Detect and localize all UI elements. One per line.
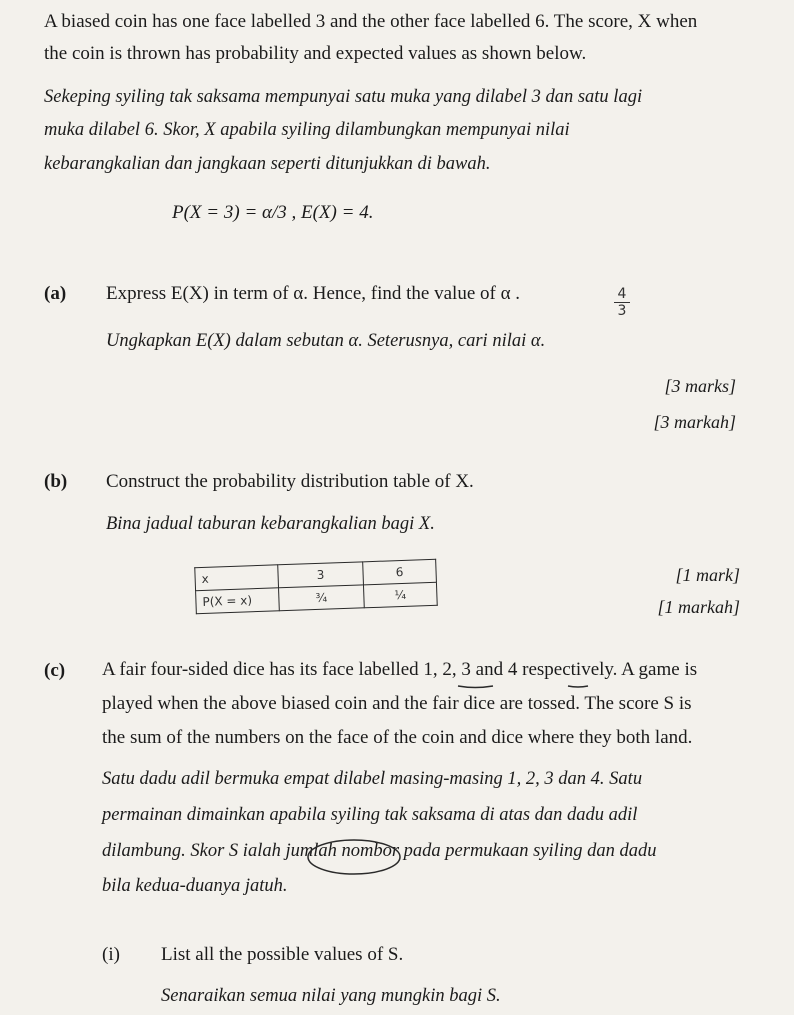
- part-a-question-en: Express E(X) in term of α. Hence, find the value of α .: [106, 283, 521, 304]
- table-cell: ¾: [279, 585, 365, 611]
- table-cell: 6: [363, 559, 437, 585]
- part-b-label: (b): [44, 471, 68, 492]
- part-a-marks-en: [3 marks]: [664, 376, 736, 396]
- part-b-marks-ms: [1 markah]: [657, 597, 740, 617]
- part-c-ms-line-4: bila kedua-duanya jatuh.: [102, 876, 288, 896]
- intro-ms-line-1: Sekeping syiling tak saksama mempunyai satu muka yang dilabel 3 dan satu lagi: [44, 87, 643, 107]
- pen-underline: [568, 686, 588, 687]
- part-a-marks-ms: [3 markah]: [653, 412, 736, 432]
- table-cell: ¼: [363, 582, 437, 608]
- part-a-label: (a): [44, 283, 67, 304]
- intro-en-line-1: A biased coin has one face labelled 3 and the other face labelled 6. The score, X when: [44, 11, 698, 32]
- part-b-marks-en: [1 mark]: [675, 565, 740, 585]
- given-equation: P(X = 3) = α/3 , E(X) = 4.: [172, 202, 374, 223]
- table-cell: P(X = x): [196, 588, 280, 614]
- handwritten-denominator: 3: [617, 303, 627, 319]
- part-a-question-ms: Ungkapkan E(X) dalam sebutan α. Seterusnya, cari nilai α.: [106, 331, 546, 351]
- part-c-ms-line-3: dilambung. Skor S ialah jumlah nombor pada permukaan syiling dan dadu: [102, 841, 657, 861]
- table-cell: 3: [278, 562, 364, 588]
- pen-circle: [308, 840, 400, 874]
- part-c-i-question-en: List all the possible values of S.: [161, 944, 404, 965]
- intro-ms-line-3: kebarangkalian dan jangkaan seperti ditunjukkan di bawah.: [44, 154, 491, 174]
- part-c-ms-line-1: Satu dadu adil bermuka empat dilabel masing-masing 1, 2, 3 dan 4. Satu: [102, 769, 643, 789]
- part-c-i-question-ms: Senaraikan semua nilai yang mungkin bagi S.: [161, 986, 501, 1006]
- intro-ms-line-2: muka dilabel 6. Skor, X apabila syiling dilambungkan mempunyai nilai: [44, 120, 570, 140]
- part-c-en-line-2: played when the above biased coin and the fair dice are tossed. The score S is: [102, 693, 692, 714]
- pen-underline: [458, 686, 493, 688]
- part-b-question-en: Construct the probability distribution table of X.: [106, 471, 474, 492]
- part-c-ms-line-2: permainan dimainkan apabila syiling tak saksama di atas dan dadu adil: [102, 805, 638, 825]
- part-c-label: (c): [44, 660, 66, 681]
- part-c-en-line-1: A fair four-sided dice has its face labelled 1, 2, 3 and 4 respectively. A game is: [102, 659, 698, 680]
- part-b-question-ms: Bina jadual taburan kebarangkalian bagi X.: [106, 514, 435, 534]
- handwritten-numerator: 4: [617, 286, 627, 302]
- table-cell: x: [195, 565, 279, 591]
- intro-en-line-2: the coin is thrown has probability and expected values as shown below.: [44, 43, 587, 64]
- part-c-i-label: (i): [102, 944, 120, 965]
- part-c-en-line-3: the sum of the numbers on the face of the coin and dice where they both land.: [102, 727, 693, 748]
